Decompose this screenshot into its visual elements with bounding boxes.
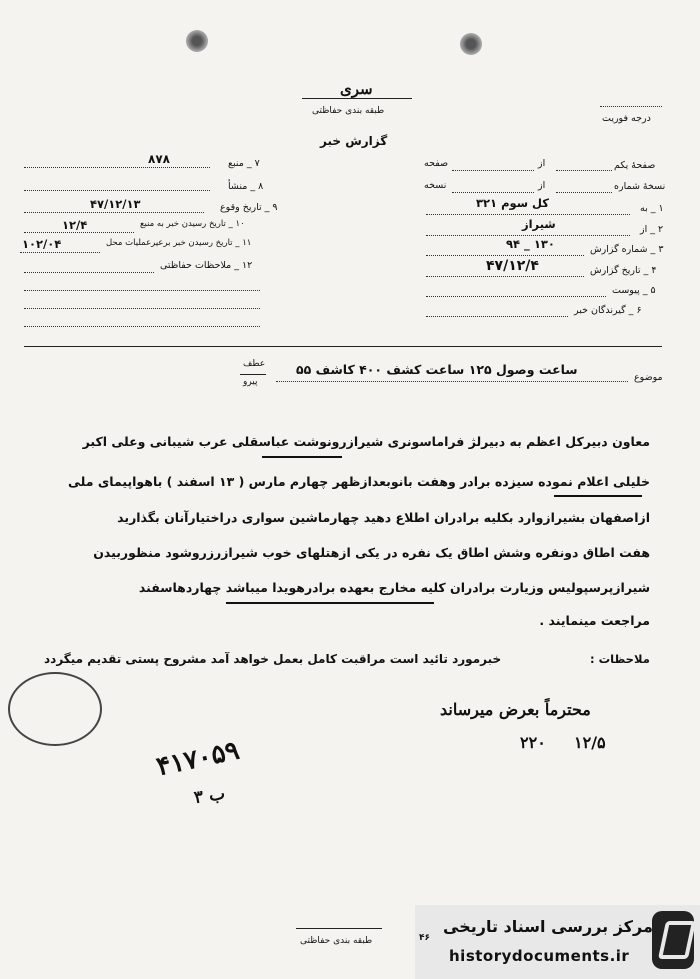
handwritten-sub: ۳ ب — [192, 783, 227, 809]
classification-top: طبقه بندی حفاظتی — [312, 106, 385, 116]
secret-heading: سری — [340, 80, 373, 98]
remarks-label: ملاحظات : — [590, 652, 650, 666]
body-line: ازاصفهان بشیرازوارد بکلیه برادران اطلاع دهید چهارماشین سواری دراختیارآنان بگذارید — [117, 510, 650, 525]
document-page: سری طبقه بندی حفاظتی گزارش خبر درجه فوریت ۸۷۸ ۷ _ منبع ۸ _ منشأ ۴۷/۱۲/۱۳ ۹ _ تاریخ وقوع ۱۲/۴ ۱۰ _ تاریخ رسیدن خبر به منبع ۱۰۲/۰۴ ۱۱ _ تاریخ رسیدن خبر برعیرعملیات محل ۱۲ _ ملاحظات حفاظتی صفحهٔ یکم از صفحه نسخهٔ شماره از نسخه ۱ _ به کل سوم ۳۲۱ ۲ _ از شیراز ۳ _ شماره گزارش ۱۳۰ _ ۹۴ ۴ _ تاریخ گزارش ۴۷/۱۲/۴ ۵ _ پیوست ۶ _ گیرندگان خبر موضوع ساعت وصول ۱۲۵ ساعت کشف ۴۰۰ کاشف ۵۵ عطف پیرو معاون دبیرکل اعظم به دبیرلژ فراماسونری شیرازرونوشت عباسقلی عرب شیبانی وعلی اکبر خلیلی اعلام نموده سیزده برادر وهفت بانوبعدازظهر چهارم مارس ( ۱۳ اسفند ) باهواپیمای ملی ازاصفهان بشیرازوارد بکلیه برادران اطلاع دهید چهارماشین سواری دراختیارآنان بگذارید هفت اطاق دونفره وشش اطاق یک نفره در یکی ازهتلهای خوب شیرازرزروشود منظوربیدن شیرازپرسپولیس وزیارت برادران کلیه مخارج بعهده برادرهویدا میباشد چهاردهاسفند مراجعت مینمایند . ملاحظات : خبرمورد تائید است مراقبت کامل بعمل خواهد آمد مشروح پستی تقدیم میگردد محترماً بعرض میرساند ۲۲۰ ۱۲/۵ ۴۱۷۰۵۹ ۳ ب طبقه بندی حفاظتی ۴۶ مرکز بررسی اسناد تاریخی historydocuments.ir — [0, 0, 700, 979]
archive-logo-title: مرکز بررسی اسناد تاریخی — [443, 917, 653, 936]
document-title: گزارش خبر — [320, 134, 388, 148]
archive-page-mark: ۴۶ — [419, 933, 430, 943]
closing-text: محترماً بعرض میرساند — [440, 700, 591, 719]
body-line: شیرازپرسپولیس وزیارت برادران کلیه مخارج بعهده برادرهویدا میباشد چهاردهاسفند — [138, 580, 650, 595]
subject-label: موضوع — [634, 372, 663, 383]
remarks-text: خبرمورد تائید است مراقبت کامل بعمل خواهد آمد مشروح پستی تقدیم میگردد — [44, 652, 502, 666]
official-stamp — [8, 672, 102, 746]
handwritten-number: ۴۱۷۰۵۹ — [153, 735, 242, 783]
subject-text: ساعت وصول ۱۲۵ ساعت کشف ۴۰۰ کاشف ۵۵ — [296, 362, 578, 377]
body-line: خلیلی اعلام نموده سیزده برادر وهفت بانوبعدازظهر چهارم مارس ( ۱۳ اسفند ) باهواپیمای ملی — [67, 474, 650, 489]
body-line: مراجعت مینمایند . — [539, 613, 650, 628]
seal-mark-right — [460, 33, 482, 55]
seal-mark-left — [186, 30, 208, 52]
archive-logo — [415, 905, 700, 979]
closing-number: ۲۲۰ — [520, 733, 546, 752]
body-line: هفت اطاق دونفره وشش اطاق یک نفره در یکی ازهتلهای خوب شیرازرزروشود منظوربیدن — [93, 545, 650, 560]
archive-logo-url: historydocuments.ir — [449, 947, 630, 965]
urgency-label: درجه فوریت — [602, 113, 651, 124]
archive-logo-icon — [652, 911, 694, 969]
follow-up-label: پیرو — [243, 377, 258, 387]
closing-date: ۱۲/۵ — [574, 733, 606, 752]
body-line: معاون دبیرکل اعظم به دبیرلژ فراماسونری شیرازرونوشت عباسقلی عرب شیبانی وعلی اکبر — [82, 434, 650, 449]
classification-bottom: طبقه بندی حفاظتی — [300, 936, 373, 946]
reference-label: عطف — [243, 359, 266, 369]
